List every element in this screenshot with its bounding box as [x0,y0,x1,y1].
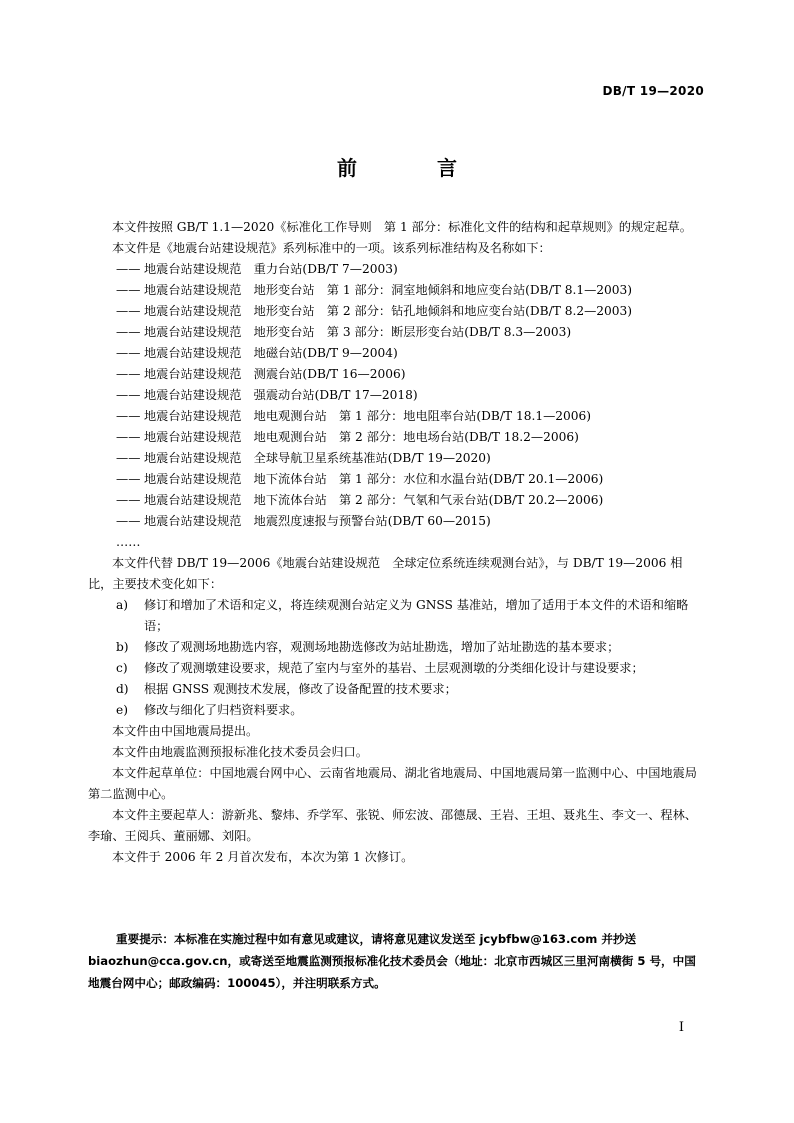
list-item [116,364,706,385]
dash-mark: —— [116,514,141,528]
dash-mark: —— [116,493,141,507]
list-item-text: 地震台站建设规范 强震动台站(DB/T 17—2018) [144,388,418,402]
paragraph: 本文件按照 GB/T 1.1—2020《标准化工作导则 第 1 部分：标准化文件的结构和起草规则》的规定起草。 [112,220,692,234]
list-item [88,658,706,679]
list-item-text: 地震台站建设规范 地下流体台站 第 1 部分：水位和水温台站(DB/T 20.1—2006) [144,472,604,486]
list-item-text: 地震台站建设规范 地电观测台站 第 2 部分：地电场台站(DB/T 18.2—2006) [144,430,579,444]
list-item [116,511,706,532]
dash-mark: —— [116,325,141,339]
list-item [116,301,706,322]
list-item-text: 地震台站建设规范 重力台站(DB/T 7—2003) [144,262,398,276]
list-item [88,595,706,637]
paragraph: 本文件是《地震台站建设规范》系列标准中的一项。该系列标准结构及名称如下： [112,241,551,255]
paragraph: 本文件由中国地震局提出。 [112,724,259,738]
list-marker: b) [116,640,129,654]
paragraph: 本文件于 2006 年 2 月首次发布，本次为第 1 次修订。 [112,850,414,864]
list-item-text: 地震台站建设规范 地下流体台站 第 2 部分：气氡和气汞台站(DB/T 20.2—2006) [144,493,604,507]
important-notice: 重要提示：本标准在实施过程中如有意见或建议，请将意见建议发送至 jcybfbw@163.com 并抄送 biaozhun@cca.gov.cn，或寄送至地震监测预报标准化技术委员会（地址：北京市西城区三里河南横街 5 号，中国地震台网中心；邮政编码：100045），并注明联系方式。 [88,932,696,990]
list-marker: d) [116,682,129,696]
dash-mark: —— [116,283,141,297]
list-item [116,385,706,406]
list-item-text: 修订和增加了术语和定义，将连续观测台站定义为 GNSS 基准站，增加了适用于本文件的术语和缩略语； [144,598,689,633]
list-item [116,322,706,343]
list-marker: e) [116,703,128,717]
dash-mark: —— [116,304,141,318]
changes-list [88,595,706,721]
list-item [88,700,706,721]
dash-mark: —— [116,409,141,423]
dash-mark: —— [116,262,141,276]
list-item-text: 修改了观测墩建设要求，规范了室内与室外的基岩、土层观测墩的分类细化设计与建设要求； [144,661,644,675]
ellipsis: …… [116,535,141,549]
dash-mark: —— [116,451,141,465]
paragraph: 本文件由地震监测预报标准化技术委员会归口。 [112,745,368,759]
list-item [116,280,706,301]
list-item-text: 地震台站建设规范 测震台站(DB/T 16—2006) [144,367,406,381]
dash-mark: —— [116,430,141,444]
list-item-text: 地震台站建设规范 地震烈度速报与预警台站(DB/T 60—2015) [144,514,491,528]
page-number: I [678,1020,684,1035]
dash-mark: —— [116,388,141,402]
paragraph: 本文件起草单位：中国地震台网中心、云南省地震局、湖北省地震局、中国地震局第一监测中心、中国地震局第二监测中心。 [88,766,697,801]
standard-code: DB/T 19—2020 [602,84,704,98]
paragraph: 本文件代替 DB/T 19—2006《地震台站建设规范 全球定位系统连续观测台站》，与 DB/T 19—2006 相比，主要技术变化如下： [88,556,683,591]
list-item [116,469,706,490]
list-item [116,406,706,427]
list-marker: c) [116,661,128,675]
list-item-text: 修改了观测场地勘选内容，观测场地勘选修改为站址勘选，增加了站址勘选的基本要求； [144,640,620,654]
list-marker: a) [116,598,129,612]
series-list [88,259,706,553]
dash-mark: —— [116,367,141,381]
foreword-body [88,217,706,868]
list-item-text: 地震台站建设规范 地形变台站 第 2 部分：钻孔地倾斜和地应变台站(DB/T 8.2—2003) [144,304,633,318]
list-item-text: 地震台站建设规范 地电观测台站 第 1 部分：地电阻率台站(DB/T 18.1—2006) [144,409,592,423]
list-item-text: 地震台站建设规范 地形变台站 第 1 部分：洞室地倾斜和地应变台站(DB/T 8.1—2003) [144,283,633,297]
list-item [116,448,706,469]
list-item [116,427,706,448]
list-item [88,679,706,700]
list-item-text: 根据 GNSS 观测技术发展，修改了设备配置的技术要求； [144,682,457,696]
list-item [88,637,706,658]
list-item-text: 地震台站建设规范 地磁台站(DB/T 9—2004) [144,346,398,360]
list-item [116,259,706,280]
dash-mark: —— [116,346,141,360]
page-title: 前 言 [337,156,487,180]
dash-mark: —— [116,472,141,486]
list-item-text: 修改与细化了归档资料要求。 [144,703,303,717]
paragraph: 本文件主要起草人：游新兆、黎炜、乔学军、张锐、师宏波、邵德晟、王岩、王坦、聂兆生、李文一、程林、李瑜、王阅兵、董丽娜、刘阳。 [88,808,697,843]
list-item-text: 地震台站建设规范 全球导航卫星系统基准站(DB/T 19—2020) [144,451,491,465]
list-item-text: 地震台站建设规范 地形变台站 第 3 部分：断层形变台站(DB/T 8.3—2003) [144,325,572,339]
list-item [116,343,706,364]
list-item [116,490,706,511]
